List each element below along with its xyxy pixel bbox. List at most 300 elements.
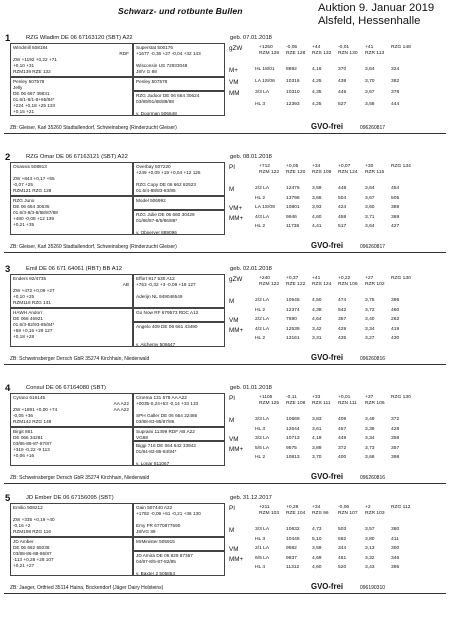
sire-sire-box-line: +763 -0,32 +3 -0,09 +18 127 — [136, 281, 196, 287]
performance-value: 427 — [391, 224, 400, 229]
performance-value: 8892 — [286, 67, 297, 72]
sire-box-right-line: AA A22 — [113, 406, 129, 412]
index-value: PI — [229, 505, 235, 512]
performance-value: 369 — [391, 214, 400, 220]
performance-value: 3,68 — [365, 455, 375, 460]
performance-value: 409 — [338, 417, 347, 422]
performance-value: MM+ — [229, 326, 244, 334]
auction-date: Auktion 9. Januar 2019 — [318, 2, 435, 14]
breeder-code: 096260816 — [360, 356, 386, 362]
performance-value: 382 — [391, 78, 400, 84]
performance-value: 10801 — [286, 205, 300, 210]
auction-info — [318, 2, 446, 27]
dam-detail-line: 01.6/3-8/3-8/58/87/88 — [13, 209, 58, 215]
dam-detail-line: DE 06 662 65038 — [13, 545, 50, 550]
sire-sire-box — [133, 43, 225, 77]
sire-box-right-line: AA A22 — [113, 401, 129, 406]
sire-box-line: RZM121 RZG 128 — [13, 187, 52, 193]
lot-number: 4 — [5, 383, 11, 394]
performance-value: 435 — [338, 336, 347, 341]
index-value: RZS 96 — [312, 511, 329, 516]
sire-box-line: Emilio 508212 — [13, 505, 43, 510]
index-value: +41 — [365, 45, 374, 50]
performance-value: 5/5 LA — [255, 445, 270, 451]
index-value: RZS 132 — [312, 51, 332, 56]
mgd-box — [133, 210, 225, 235]
sire-sire-box-line: SPH Galler DE 06 664 22486 — [136, 412, 198, 418]
sire-box-line: -0,16 +2 — [13, 522, 31, 528]
breeder-code: 096260816 — [360, 475, 386, 481]
performance-value: 3,39 — [365, 426, 375, 432]
index-value: RZG 130 — [391, 395, 411, 400]
performance-value: 378 — [391, 90, 400, 95]
sire-sire-box-line: Superstat 500176 — [136, 45, 174, 50]
mgd-box-line: Angelo 409 DE 06 661 43490 — [136, 324, 198, 329]
lot-number: 5 — [5, 493, 11, 504]
index-value: RZE 104 — [286, 511, 306, 516]
mgd-box-line: v. Observer 889096 — [136, 229, 177, 235]
breeder-info: ZB: Gleiser, Karl 35260 Stadtallendorf, Schweinsberg (Rinderzucht Gleiser) — [10, 125, 177, 131]
index-value: RZG 148 — [391, 45, 411, 50]
index-value: PI — [229, 395, 235, 402]
mgs-box-line: Penley 507578 — [136, 79, 168, 84]
breeding-values — [229, 274, 445, 354]
performance-value: 3,66 — [312, 195, 322, 201]
performance-value: 444 — [391, 101, 400, 107]
sire-sire-box — [133, 393, 225, 427]
sire-sire-box — [133, 162, 225, 196]
index-value: RZR 113 — [365, 51, 385, 56]
index-value: RZE 108 — [286, 401, 306, 406]
index-value: RZM 122 — [259, 282, 280, 287]
auction-location: Alsfeld, Hessenhalle — [318, 14, 421, 27]
index-value: RZM 122 — [259, 170, 280, 175]
gvo-label: GVO-frei — [311, 241, 344, 250]
index-value: +240 — [259, 276, 271, 281]
index-value: RZR 106 — [365, 401, 385, 406]
dam-box-line: RZG Juno — [13, 198, 35, 203]
performance-value: 3,70 — [365, 78, 375, 84]
index-value: PI — [229, 164, 235, 171]
performance-value: M — [229, 527, 235, 534]
performance-value: 4,25 — [312, 78, 322, 84]
performance-value: HL 18/01 — [255, 67, 275, 72]
performance-value: LA 1S/09 — [255, 205, 275, 210]
index-value: -0,06 — [338, 505, 350, 510]
performance-value: 3/3 LA — [255, 417, 270, 422]
performance-value: M — [229, 417, 235, 424]
performance-value: 12476 — [286, 186, 300, 191]
index-value: +41 — [312, 276, 321, 281]
performance-value: 3,32 — [365, 555, 375, 561]
sire-sire-box-line: Aderijn NL 949046549 — [136, 293, 183, 299]
performance-value: HL 2 — [255, 307, 266, 313]
index-value: +34 — [312, 164, 321, 169]
index-value: RZE 128 — [286, 51, 306, 56]
index-value: RZN 130 — [338, 51, 358, 56]
dam-box — [10, 427, 133, 466]
performance-value: 505 — [391, 195, 400, 201]
performance-value: 11736 — [286, 224, 300, 229]
performance-value: 3,13 — [365, 546, 375, 551]
sire-sire-box — [133, 503, 225, 537]
breeding-values — [229, 43, 445, 123]
index-value: RZN 106 — [338, 282, 358, 287]
performance-value: 582 — [338, 536, 347, 542]
mgd-box-line: v. Doorman 506648 — [136, 110, 177, 116]
index-value: +44 — [312, 45, 321, 50]
sire-box-line: +0,10 +31 — [13, 62, 35, 68]
index-value: +211 — [259, 505, 270, 510]
dam-detail-line: +59 +0,16 +29 127 — [13, 327, 53, 333]
breeding-values — [229, 162, 445, 242]
performance-value: 428 — [391, 426, 400, 432]
sire-box — [10, 274, 133, 308]
performance-value: 3,60 — [365, 205, 375, 210]
performance-value: 460 — [391, 307, 400, 313]
sire-box-line: RZM139 RZE 132 — [13, 68, 51, 74]
mgs-box-line: Go Now RF 679573 RDC A12 — [136, 310, 199, 315]
performance-value: 3,42 — [312, 326, 322, 332]
birth-date: geb. 01.01.2018 — [230, 385, 272, 391]
performance-value: 3,31 — [312, 336, 322, 341]
performance-value: 3,83 — [312, 417, 322, 422]
mgs-box-line: MrMinister 505915 — [136, 539, 175, 544]
performance-value: 9582 — [286, 546, 297, 551]
performance-value: 6/5 LA — [255, 555, 270, 561]
gvo-label: GVO-frei — [311, 353, 344, 362]
performance-value: 448 — [338, 186, 347, 191]
performance-value: VM — [229, 436, 239, 443]
performance-value: 7690 — [286, 317, 297, 322]
dam-detail-line: 03/88-86-88-86/87 — [13, 550, 52, 556]
index-value: gZW — [229, 276, 243, 283]
performance-value: VM — [229, 317, 239, 324]
performance-value: HL 3 — [255, 426, 266, 432]
performance-value: VM — [229, 78, 239, 86]
sire-box-line: RZM142 RZG 148 — [13, 418, 52, 424]
dam-detail-line: DE 06 667 39831 — [13, 90, 50, 96]
index-value: +0,07 — [338, 164, 351, 169]
separator-line — [4, 593, 446, 594]
performance-value: 3,75 — [365, 298, 375, 303]
breeder-info: ZB: Schweinsberger Dersch GbR 35274 Kirchhain, Niederwald — [10, 356, 150, 362]
bull-entry — [0, 33, 450, 148]
performance-value: 4,19 — [312, 436, 322, 441]
dam-detail-line: +0,18 +28 — [13, 333, 35, 339]
mgd-box — [133, 551, 225, 576]
breeder-code: 096190310 — [360, 585, 386, 591]
index-value: RZR 102 — [365, 282, 385, 287]
performance-value: 411 — [391, 536, 399, 542]
sire-box-line: ZW +472 +0,09 +27 — [13, 287, 55, 293]
performance-value: 449 — [338, 436, 347, 441]
mgd-box-line: 01/84-82-86-84/84* — [136, 448, 177, 454]
mgd-box-line: RZG Judoor DE 06 664 30624 — [136, 93, 200, 98]
index-value: +30 — [365, 164, 374, 169]
performance-value: 12539 — [286, 326, 300, 332]
performance-value: 10316 — [286, 78, 300, 84]
index-value: RZR 103 — [365, 511, 385, 516]
performance-value: 454 — [391, 186, 400, 191]
gvo-label: GVO-frei — [311, 582, 344, 591]
performance-value: LA 1S/06 — [255, 78, 275, 84]
index-value: RZE 122 — [286, 282, 306, 287]
performance-value: 438 — [338, 78, 347, 84]
index-value: +0,01 — [338, 395, 351, 400]
sire-box-line: Onassis 508913 — [13, 164, 47, 169]
performance-value: HL 2 — [255, 195, 266, 201]
performance-value: MM+ — [229, 214, 244, 222]
index-value: RZN 107 — [338, 511, 358, 516]
performance-value: 357 — [391, 445, 400, 451]
mgd-box-line: JD Amira DE 06 829 87357 — [136, 553, 193, 558]
sire-box-line: ZW +1891 +0,00 +74 — [13, 406, 58, 412]
performance-value: 3,71 — [365, 214, 375, 220]
performance-value: HL 4 — [255, 565, 266, 570]
performance-value: 3,67 — [365, 195, 375, 201]
sire-box-line: Enders 92/4736 — [13, 276, 47, 281]
mgd-box-line: v. Alchemy 506647 — [136, 341, 176, 347]
mgs-box-line: Supraini 11399 RDF AB A22 — [136, 429, 195, 434]
index-value: RZS 124 — [312, 282, 332, 287]
performance-value: 4,35 — [312, 90, 322, 95]
performance-value: 3,93 — [312, 205, 322, 210]
mgs-box — [133, 77, 225, 91]
index-value: RZM 103 — [259, 511, 280, 516]
separator-line — [4, 133, 446, 134]
performance-value: 10813 — [286, 455, 300, 460]
sire-sire-box-line: Cinema 131 578 AA A22 — [136, 395, 187, 400]
performance-value: HL 2 — [255, 336, 266, 341]
performance-value: 372 — [338, 445, 347, 451]
dam-detail-line: +0,21 +35 — [13, 221, 35, 227]
performance-value: 3,64 — [365, 186, 375, 191]
performance-value: 542 — [338, 307, 347, 313]
performance-value: VM+ — [229, 205, 243, 212]
dam-detail-line: 01.6/1-8/1-8+65/84* — [13, 96, 55, 102]
mgd-box-line: Biggi 716 DE 064 642 33942 — [136, 443, 196, 448]
performance-value: 395 — [391, 565, 400, 570]
performance-value: 3,49 — [365, 417, 375, 422]
separator-line — [4, 252, 446, 253]
performance-value: 12644 — [286, 426, 300, 432]
performance-value: 3,34 — [365, 436, 375, 441]
performance-value: 4,50 — [312, 298, 322, 303]
bull-entry — [0, 152, 450, 267]
performance-value: 474 — [338, 298, 347, 303]
index-value: RZE 120 — [286, 170, 306, 175]
sire-sire-box-line: +249 +0,09 +19 +0,04 +12 125 — [136, 169, 201, 175]
dam-box — [10, 77, 133, 116]
sire-box-line: RZM108 RZG 116 — [13, 528, 51, 534]
breeder-info: ZB: Schweinsberger Dersch GbR 35274 Kirchhain, Niederwald — [10, 475, 150, 481]
performance-value: MM+ — [229, 555, 244, 563]
mgd-box — [133, 322, 225, 347]
index-value: +0,37 — [286, 276, 299, 281]
performance-value: 346 — [391, 555, 400, 561]
performance-value: MM+ — [229, 445, 244, 453]
performance-value: 10713 — [286, 436, 300, 441]
performance-value: 2/1 LA — [255, 546, 270, 551]
performance-value: VM — [229, 546, 239, 553]
performance-value: 4,69 — [312, 555, 322, 561]
performance-value: 3,40 — [365, 317, 375, 322]
performance-value: 3,58 — [365, 101, 375, 107]
dam-detail-line: DE 06 664 30636 — [13, 204, 50, 209]
mgd-box-line: v. Lonar 811067 — [136, 460, 170, 466]
sire-box-line: -0,05 +36 — [13, 412, 33, 418]
performance-value: 10632 — [286, 527, 300, 532]
birth-date: geb. 07.01.2018 — [230, 35, 272, 41]
performance-value: 3,59 — [312, 186, 322, 191]
sire-box — [10, 43, 133, 77]
performance-value: HL 2 — [255, 224, 266, 229]
sire-sire-box-line: Gain 507440 A22 — [136, 505, 173, 510]
lot-number: 2 — [5, 152, 11, 163]
lot-number: 1 — [5, 33, 11, 44]
index-value: +34 — [312, 505, 321, 510]
index-value: RZM 129 — [259, 51, 280, 56]
performance-value: 5,10 — [312, 536, 322, 542]
index-value: +2 — [365, 505, 371, 510]
sire-sire-box-line: Wisconsin US 72933048 — [136, 62, 188, 68]
index-value: +0,22 — [338, 276, 351, 281]
sire-sire-box-line: J8/V G 88 — [136, 68, 157, 74]
performance-value: 9575 — [286, 445, 297, 451]
performance-value: 400 — [338, 455, 347, 460]
dam-box — [10, 537, 133, 576]
sire-sire-box-line: 03/88-83-85/87/86 — [136, 418, 175, 424]
performance-value: 3/3 LA — [255, 90, 270, 95]
bull-name: RZG Wladim DE 06 67163120 (SBT) A22 — [26, 35, 133, 41]
performance-value: 3,27 — [365, 336, 375, 341]
sire-sire-box-line: J8/VG 89 — [136, 528, 156, 534]
performance-value: 12374 — [286, 307, 300, 313]
performance-value: 389 — [391, 205, 400, 210]
mgs-box — [133, 196, 225, 210]
performance-value: 3,67 — [365, 90, 375, 95]
performance-value: 504 — [338, 195, 347, 201]
performance-value: 3,57 — [365, 527, 375, 532]
dam-box-line: Penley 507578 — [13, 79, 45, 84]
birth-date: geb. 31.12.2017 — [230, 495, 272, 501]
lot-number: 3 — [5, 264, 11, 275]
dam-detail-line: 03/86-88-87-87/87 — [13, 440, 52, 446]
gvo-label: GVO-frei — [311, 122, 344, 131]
performance-value: 429 — [338, 326, 347, 332]
dam-detail-line: +224 +0,18 +25 133 — [13, 102, 56, 108]
index-value: RZN 124 — [338, 170, 358, 175]
performance-value: 461 — [338, 555, 347, 561]
sire-box-line: ZW +335 +0,19 +40 — [13, 516, 55, 522]
performance-value: 262 — [391, 317, 400, 322]
bull-name: RZG Omar DE 06 67163121 (SBT) A22 — [26, 154, 128, 160]
mgd-box-line: 04/87-8/5-87-82/85 — [136, 558, 176, 564]
performance-value: 9946 — [286, 214, 297, 220]
birth-date: geb. 02.01.2018 — [230, 266, 272, 272]
sire-sire-box-line: Emy FR 6770877690 — [136, 522, 181, 528]
performance-value: 370 — [338, 67, 347, 72]
dam-detail-line: +480 -0,08 +12 139 — [13, 215, 54, 221]
sire-box — [10, 393, 133, 427]
performance-value: 3/2 LA — [255, 436, 270, 441]
performance-value: 3,72 — [365, 307, 375, 313]
dam-box — [10, 308, 133, 347]
mgs-box — [133, 308, 225, 322]
separator-line — [4, 364, 446, 365]
birth-date: geb. 08.01.2018 — [230, 154, 272, 160]
breeding-values — [229, 503, 445, 583]
performance-value: 398 — [391, 455, 400, 460]
sire-sire-box — [133, 274, 225, 308]
performance-value: 358 — [391, 436, 400, 441]
index-value: -0,11 — [286, 395, 297, 400]
sire-sire-box-line: 01.6/4-88/83-83/85 — [136, 187, 176, 193]
bull-entry — [0, 493, 450, 608]
dam-detail-line: +0,21 +27 — [13, 562, 35, 568]
performance-value: 4,41 — [312, 224, 322, 229]
dam-box-line: Birgit 861 — [13, 429, 33, 434]
sire-sire-box-line: Overbay 507220 — [136, 164, 171, 169]
performance-value: 3,34 — [365, 326, 375, 332]
gvo-label: GVO-frei — [311, 472, 344, 481]
sire-box-line: +0,10 +25 — [13, 293, 35, 299]
bull-entry — [0, 383, 450, 498]
performance-value: M — [229, 186, 235, 193]
performance-value: 4,16 — [312, 67, 322, 72]
sire-box-line: RZM118 RZG 131 — [13, 299, 51, 305]
performance-value: 344 — [338, 546, 347, 551]
separator-line — [4, 483, 446, 484]
performance-value: MM — [229, 90, 240, 97]
dam-detail-line: DE 066 34281 — [13, 435, 43, 440]
sire-box — [10, 162, 133, 196]
bull-name: Consul DE 06 67164080 (SBT) — [26, 385, 106, 391]
mgd-box-line: 01/86/87-8/5/86/88* — [136, 217, 178, 223]
index-value: RZS 109 — [312, 170, 332, 175]
sire-sire-box-line: +1677 -0,36 +27 -0,04 +32 143 — [136, 50, 201, 56]
dam-detail-line: +0,06 +16 — [13, 452, 35, 458]
dam-detail-line: -113 +0,28 +28 107 — [13, 556, 54, 562]
performance-value: M+ — [229, 67, 238, 74]
sire-box-line: ZW +843 +0,17 +55 — [13, 175, 55, 181]
index-value: +27 — [365, 276, 374, 281]
dam-detail-line: +0,15 +21 — [13, 108, 35, 114]
index-value: RZM 125 — [259, 401, 280, 406]
index-value: +37 — [365, 395, 374, 400]
sire-box-line: -0,07 +25 — [13, 181, 33, 187]
performance-value: 2/2 LA — [255, 298, 270, 303]
dam-detail-line: 01.6/3-82/93-85/84* — [13, 321, 55, 327]
mgd-box-line: 03/89/91/88/88/88 — [136, 98, 174, 104]
sire-sire-box-line: +1782 -0,09 +61 -0,21 +36 130 — [136, 510, 201, 516]
sire-box-line: Cyrano 616145 — [13, 395, 46, 400]
index-value: +33 — [312, 395, 321, 400]
breeder-code: 096260817 — [360, 244, 386, 250]
dam-detail-line: +319 -0,22 -9 113 — [13, 446, 50, 452]
performance-value: 3,70 — [312, 455, 322, 460]
breeding-values — [229, 393, 445, 473]
performance-value: 3,89 — [312, 445, 322, 451]
performance-value: 357 — [338, 317, 347, 322]
index-value: +1105 — [259, 395, 273, 400]
performance-value: 395 — [391, 298, 400, 303]
performance-value: 13161 — [286, 336, 300, 341]
performance-value: 3,59 — [312, 546, 322, 551]
performance-value: 3,64 — [365, 67, 375, 72]
performance-value: 372 — [391, 417, 400, 422]
